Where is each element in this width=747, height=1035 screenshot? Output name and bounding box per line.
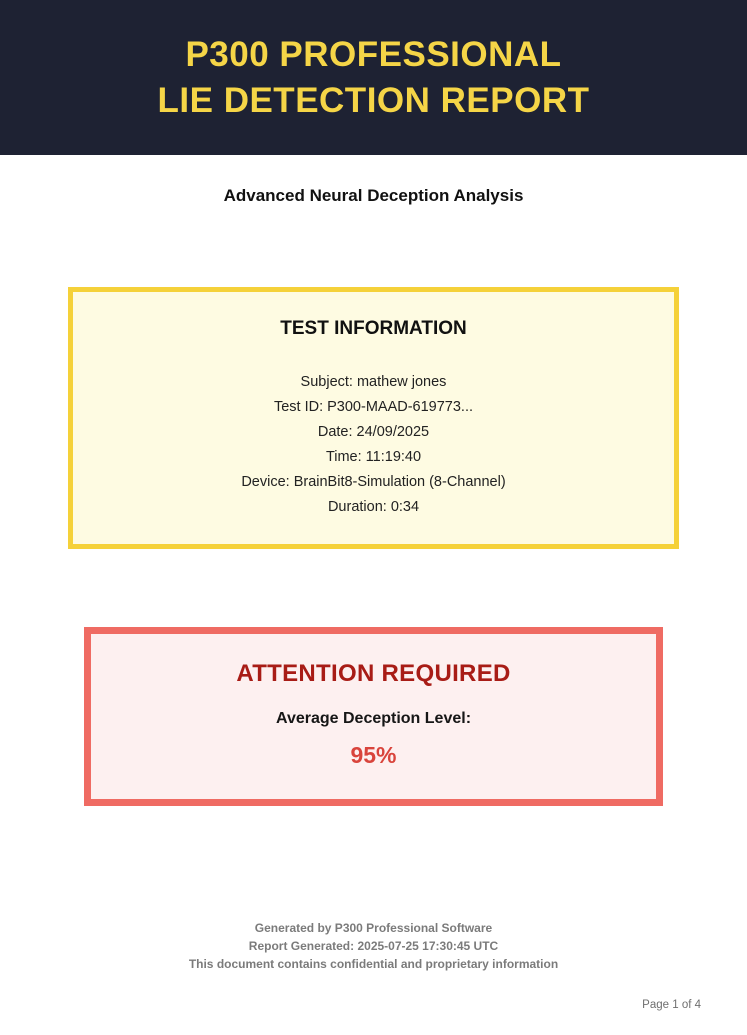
attention-required-title: ATTENTION REQUIRED (236, 660, 511, 687)
footer-confidentiality-notice: This document contains confidential and proprietary information (188, 957, 559, 971)
test-info-test-id: Test ID: P300-MAAD-619773... (273, 399, 474, 415)
test-info-duration: Duration: 0:34 (327, 499, 420, 515)
report-title-line-2: LIE DETECTION REPORT (157, 80, 590, 120)
attention-required-panel (84, 627, 663, 806)
average-deception-level-value: 95% (350, 742, 397, 768)
report-subtitle: Advanced Neural Deception Analysis (223, 186, 524, 205)
test-info-time: Time: 11:19:40 (325, 449, 422, 465)
footer-generated-by: Generated by P300 Professional Software (254, 921, 493, 935)
average-deception-level-label: Average Deception Level: (275, 710, 472, 727)
page-number: Page 1 of 4 (642, 999, 701, 1011)
report-title-line-1: P300 PROFESSIONAL (185, 34, 562, 74)
test-information-panel (68, 287, 679, 549)
test-info-date: Date: 24/09/2025 (317, 424, 430, 440)
report-footer (0, 919, 747, 973)
report-header-banner (0, 0, 747, 155)
test-information-title: TEST INFORMATION (280, 318, 467, 339)
test-info-device: Device: BrainBit8-Simulation (8-Channel) (241, 474, 506, 490)
test-info-subject: Subject: mathew jones (300, 374, 447, 390)
footer-report-generated: Report Generated: 2025-07-25 17:30:45 UTC (248, 939, 499, 953)
